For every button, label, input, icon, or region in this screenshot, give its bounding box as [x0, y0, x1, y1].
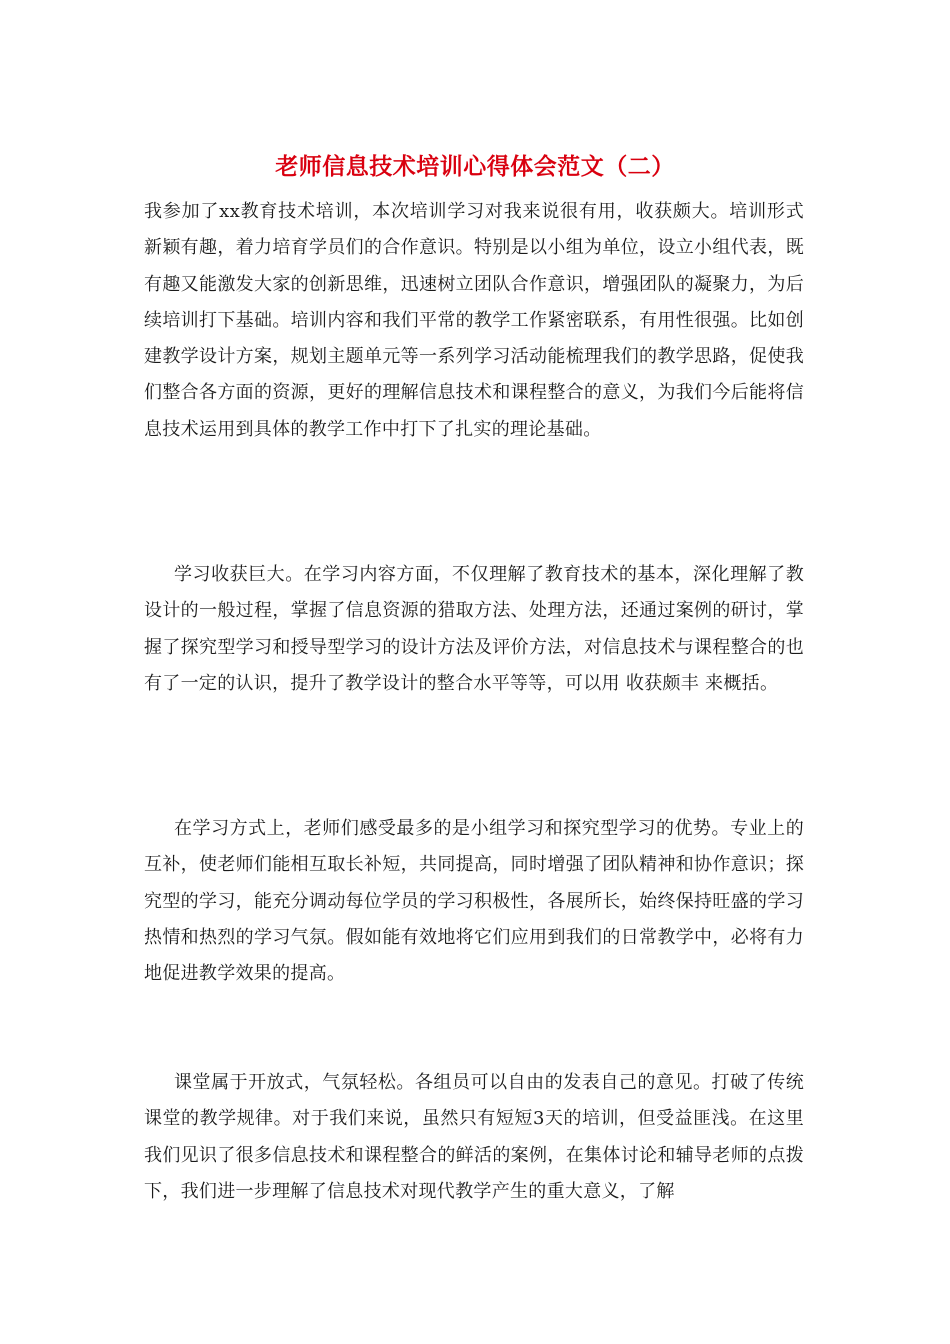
paragraph-2: 学习收获巨大。在学习内容方面，不仅理解了教育技术的基本，深化理解了教设计的一般过程，掌握了信息资源的猎取方法、处理方法，还通过案例的研讨，掌握了探究型学习和授导型学习的设计方法及评价方法，对信息技术与课程整合的也有了一定的认识，提升了教学设计的整合水平等等，可以用 收获颇丰 来概括。 [144, 564, 804, 694]
paragraph-4: 课堂属于开放式，气氛轻松。各组员可以自由的发表自己的意见。打破了传统课堂的教学规律。对于我们来说，虽然只有短短3天的培训，但受益匪浅。在这里我们见识了很多信息技术和课程整合的鲜活的案例，在集体讨论和辅导老师的点拨下，我们进一步理解了信息技术对现代教学产生的重大意义，了解 [144, 1072, 804, 1202]
document-title: 老师信息技术培训心得体会范文（二） [275, 153, 675, 180]
paragraph-1: 我参加了xx教育技术培训，本次培训学习对我来说很有用，收获颇大。培训形式新颖有趣，着力培育学员们的合作意识。特别是以小组为单位，设立小组代表，既有趣又能激发大家的创新思维，迅速树立团队合作意识，增强团队的凝聚力，为后续培训打下基础。培训内容和我们平常的教学工作紧密联系，有用性很强。比如创建教学设计方案，规划主题单元等一系列学习活动能梳理我们的教学思路，促使我们整合各方面的资源，更好的理解信息技术和课程整合的意义，为我们今后能将信息技术运用到具体的教学工作中打下了扎实的理论基础。 [144, 201, 804, 440]
paragraph-3: 在学习方式上，老师们感受最多的是小组学习和探究型学习的优势。专业上的互补，使老师们能相互取长补短，共同提高，同时增强了团队精神和协作意识；探究型的学习，能充分调动每位学员的学习积极性，各展所长，始终保持旺盛的学习热情和热烈的学习气氛。假如能有效地将它们应用到我们的日常教学中，必将有力地促进教学效果的提高。 [144, 818, 804, 985]
